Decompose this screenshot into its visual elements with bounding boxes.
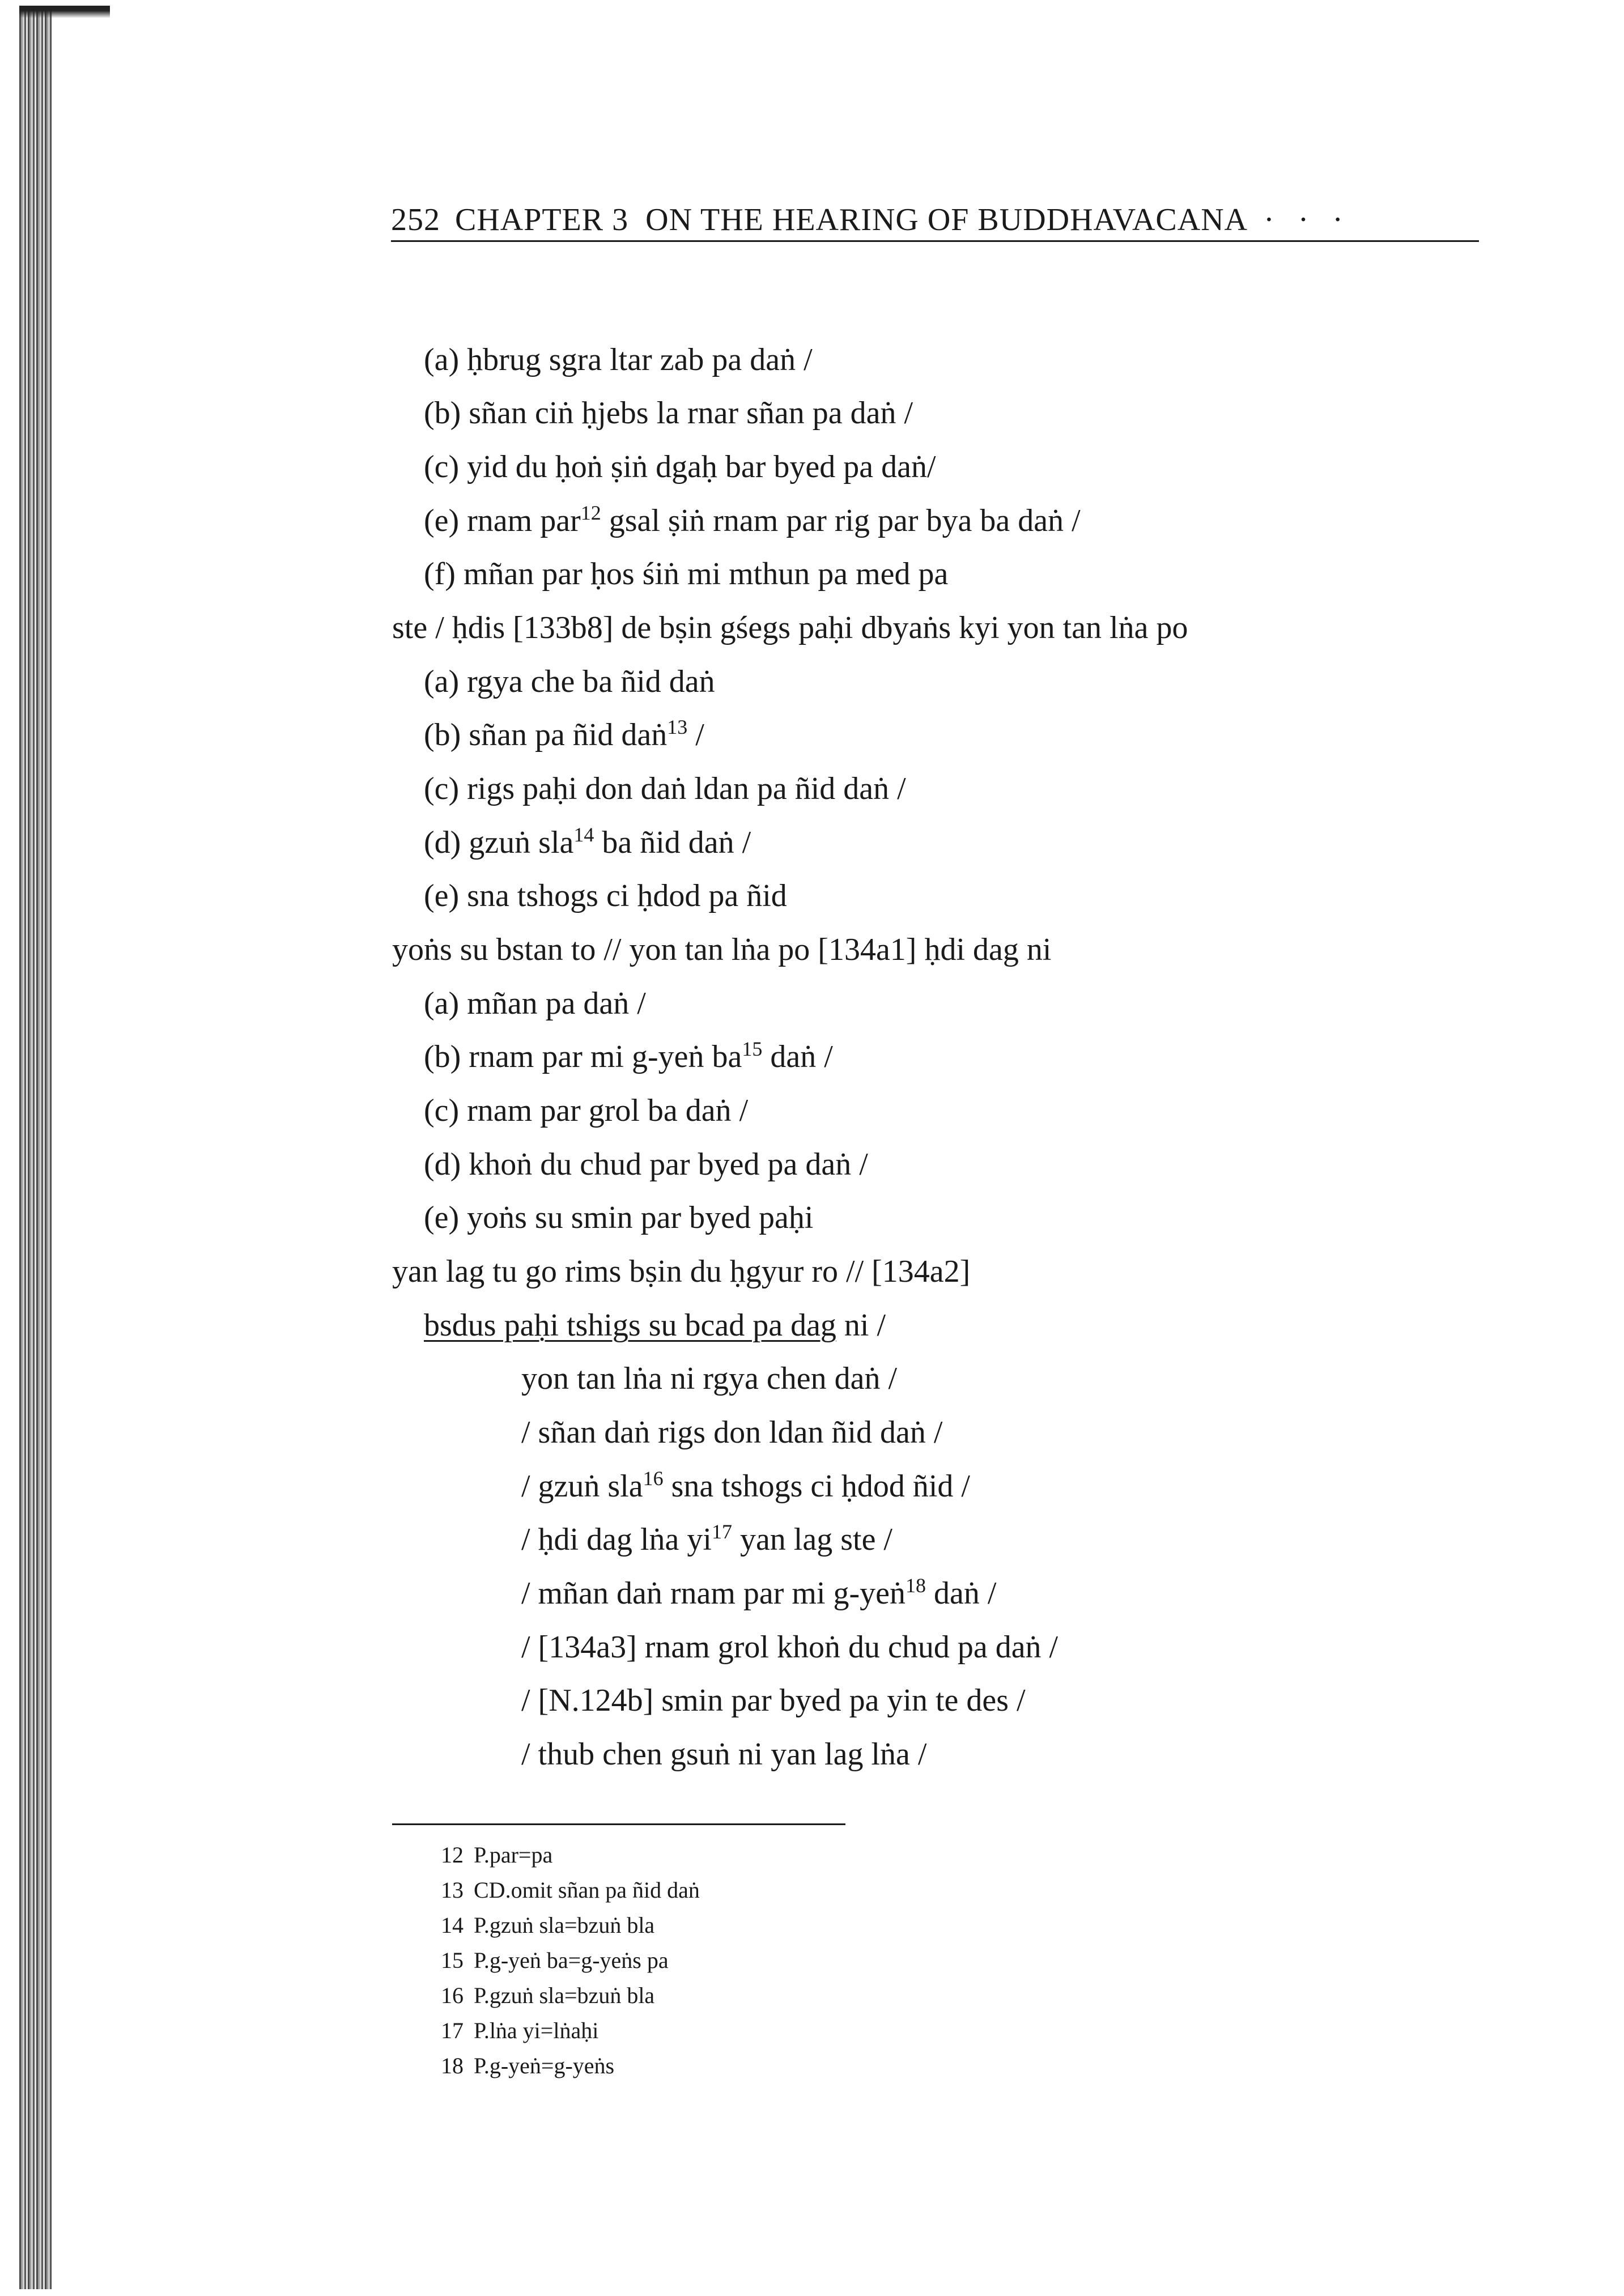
footnote: 15 P.g-yeṅ ba=g-yeṅs pa	[441, 1948, 669, 1973]
text-line: (c) rnam par grol ba daṅ /	[424, 1093, 749, 1128]
text-line: (e) sna tshogs ci ḥdod pa ñid	[424, 878, 787, 913]
text-line: (b) rnam par mi g-yeṅ $ba^{15}$ daṅ /	[424, 1038, 833, 1074]
footnote-ref: 12	[580, 501, 601, 524]
footnote: 14 P.gzuṅ sla=bzuṅ bla	[441, 1912, 655, 1938]
text-line: (e) yoṅs su smin par byed paḥi	[424, 1200, 814, 1235]
text-line: ste / ḥdis [133b8] de bṣin gśegs paḥi dbyaṅs kyi yon tan lṅa po	[392, 610, 1188, 645]
footnote: 12 P.par=pa	[441, 1842, 553, 1868]
verse-heading: bsdus paḥi tshigs su bcad pa dag ni /	[424, 1308, 886, 1343]
footnote-ref: 14	[573, 823, 594, 846]
footnote-ref: 15	[742, 1038, 763, 1060]
text-line: (f) mñan par ḥos śiṅ mi mthun pa med pa	[424, 556, 949, 592]
text-line: (c) rigs paḥi don daṅ ldan pa ñid daṅ /	[424, 771, 906, 806]
verse-line: / [134a3] rnam grol khoṅ du chud pa daṅ /	[521, 1630, 1058, 1665]
text-line: (d) gzuṅ sla$^{14}$ ba ñid daṅ /	[424, 823, 751, 860]
footnote: 17 P.lṅa yi=lṅaḥi	[441, 2018, 599, 2043]
text-line: (d) khoṅ du chud par byed pa daṅ /	[424, 1147, 868, 1182]
page-number: 252	[391, 202, 440, 237]
footnote-ref: 13	[667, 716, 688, 738]
running-head	[391, 199, 1479, 242]
verse-line: / thub chen gsuṅ ni yan lag lṅa /	[521, 1737, 927, 1772]
binding-shadow	[19, 6, 52, 2289]
verse-line: / sñan daṅ rigs don ldan ñid daṅ /	[521, 1415, 943, 1450]
text-line: (a) mñan pa daṅ /	[424, 986, 646, 1021]
footnote-ref: 16	[643, 1467, 664, 1490]
footnote-ref: 17	[711, 1520, 732, 1543]
footnote-ref: 18	[905, 1574, 926, 1597]
header-dots: · · ·	[1264, 202, 1351, 237]
text-line: yoṅs su bstan to // yon tan lṅa po [134a1] ḥdi dag ni	[392, 932, 1052, 967]
text-line: (e) rnam par$^{12}$ gsal ṣiṅ rnam par rig par bya ba daṅ /	[424, 501, 1081, 538]
verse-line: / gzuṅ sla$^{16}$ sna tshogs ci ḥdod ñid /	[521, 1467, 970, 1504]
footnote-divider	[392, 1823, 845, 1825]
text-line: (b) sñan pa ñid daṅ$^{13}$ /	[424, 716, 704, 752]
text-line: (b) sñan ciṅ ḥjebs la rnar sñan pa daṅ /	[424, 396, 913, 431]
footnote: 16 P.gzuṅ sla=bzuṅ bla	[441, 1983, 655, 2008]
binding-corner	[19, 6, 110, 18]
footnote: 13 CD.omit sñan pa ñid daṅ	[441, 1877, 700, 1903]
text-line: (a) rgya che ba ñid daṅ	[424, 664, 715, 699]
verse-line: / mñan daṅ rnam par mi g-yeṅ$^{18}$ daṅ /	[521, 1574, 997, 1611]
chapter-title: CHAPTER 3 ON THE HEARING OF BUDDHAVACANA	[455, 202, 1248, 237]
verse-heading-underlined: bsdus paḥi tshigs su bcad pa dag	[424, 1308, 836, 1343]
text-line: (c) yid du ḥoṅ ṣiṅ dgaḥ bar byed pa daṅ/	[424, 449, 936, 484]
verse-line: / [N.124b] smin par byed pa yin te des /	[521, 1683, 1026, 1718]
footnote: 18 P.g-yeṅ=g-yeṅs	[441, 2053, 615, 2078]
text-line: yan lag tu go rims bṣin du ḥgyur ro // [134a2]	[392, 1254, 971, 1289]
verse-line: / ḥdi dag lṅa $yi^{17}$ yan lag ste /	[521, 1520, 892, 1557]
verse-line: yon tan lṅa ni rgya chen daṅ /	[521, 1361, 898, 1396]
text-line: (a) ḥbrug sgra ltar zab pa daṅ /	[424, 342, 813, 377]
